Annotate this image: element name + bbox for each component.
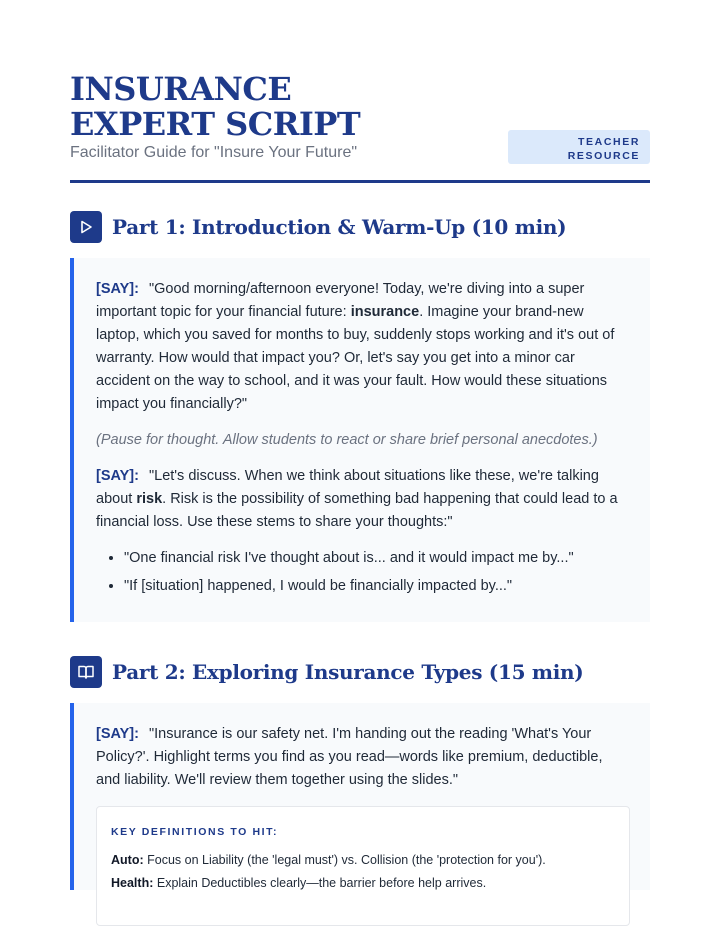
say-text: . Imagine your brand-new laptop, which you saved for months to buy, suddenly stops working and it's out of warranty. How would that impact you? Or, let's say you get into a minor car accident on the way to school, and it was your fault. How would these situations impact you financially?" — [96, 304, 615, 412]
part2-heading — [70, 656, 650, 690]
say-block — [96, 723, 628, 792]
part1-script-panel — [70, 258, 650, 622]
definition-term: Health: — [111, 876, 154, 890]
definition-text: Explain Deductibles clearly—the barrier before help arrives. — [156, 876, 487, 890]
stage-direction: (Pause for thought. Allow students to react or share brief personal anecdotes.) — [96, 432, 598, 448]
header — [70, 72, 650, 184]
key-definitions-title: KEY DEFINITIONS TO HIT: — [111, 826, 279, 838]
part1-heading — [70, 211, 650, 245]
sentence-stems-list — [96, 547, 628, 598]
part1-title: Part 1: Introduction & Warm-Up (10 min) — [112, 215, 567, 239]
say-label: [SAY]: — [96, 726, 139, 742]
list-item: • "One financial risk I've thought about is... and it would impact me by..." — [124, 547, 628, 570]
teacher-resource-badge: TEACHER RESOURCE — [508, 130, 650, 164]
definition-text: Focus on Liability (the 'legal must') vs. Collision (the 'protection for you'). — [147, 853, 546, 867]
part2-title: Part 2: Exploring Insurance Types (15 min) — [112, 660, 584, 684]
say-block — [96, 278, 628, 416]
page-subtitle: Facilitator Guide for "Insure Your Future" — [70, 144, 358, 161]
page-title: INSURANCE EXPERT SCRIPT — [70, 70, 361, 143]
say-label: [SAY]: — [96, 468, 139, 484]
say-text: "Let's discuss. When we think about situations like these, we're talking about — [96, 468, 599, 507]
definition-term: Auto: — [111, 853, 144, 867]
emphasis-term: risk — [136, 491, 163, 507]
say-text: "Insurance is our safety net. I'm handing out the reading 'What's Your Policy?'. Highlight terms you find as you read—words like premium, deductible, and liability. We'll review them together using the slides." — [96, 726, 603, 788]
open-book-icon — [70, 656, 102, 688]
key-definitions-box — [96, 806, 630, 926]
say-text: . Risk is the possibility of something bad happening that could lead to a financial loss. Use these stems to share your thoughts:" — [96, 491, 618, 530]
say-label: [SAY]: — [96, 281, 139, 297]
list-item: • "If [situation] happened, I would be financially impacted by..." — [124, 575, 628, 598]
definition-row — [111, 850, 615, 870]
definition-row — [111, 873, 615, 893]
say-text: "Good morning/afternoon everyone! Today, we're diving into a super important topic for your financial future: — [96, 281, 585, 320]
play-icon — [70, 211, 102, 243]
header-divider — [70, 180, 650, 183]
emphasis-term: insurance — [350, 304, 420, 320]
say-block — [96, 465, 628, 534]
part2-script-panel — [70, 703, 650, 890]
